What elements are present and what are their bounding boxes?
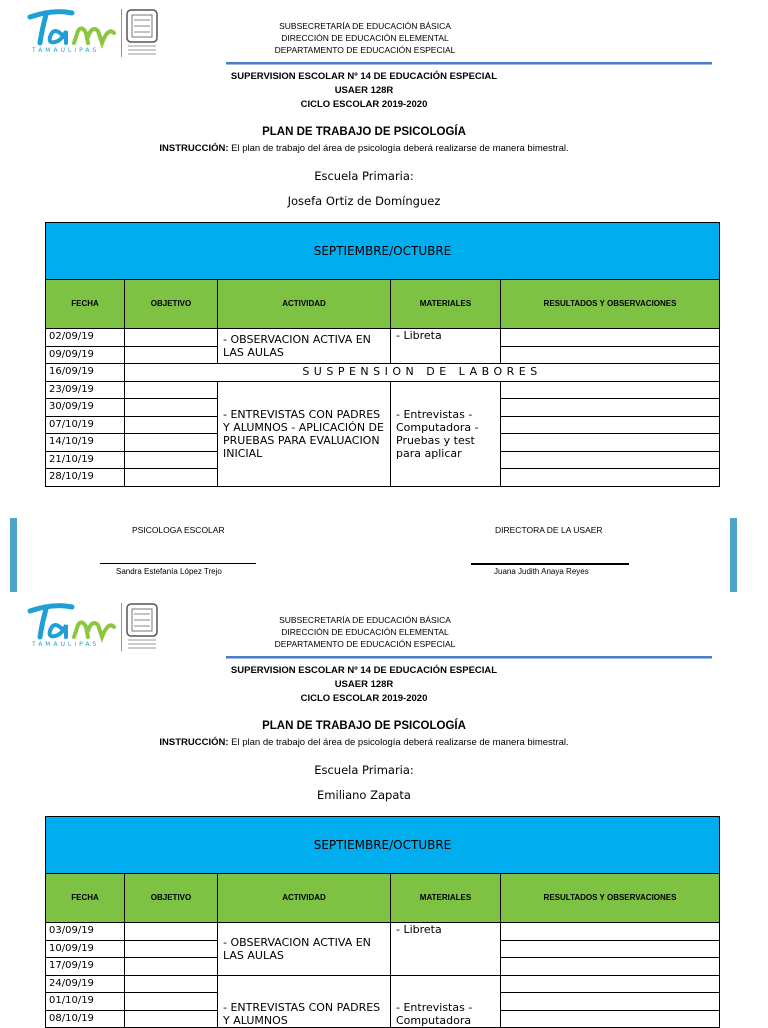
resultados-cell	[501, 940, 720, 958]
objetivo-cell	[125, 940, 218, 958]
logo-divider	[121, 9, 122, 57]
objetivo-cell	[125, 346, 218, 364]
signature-strip	[0, 516, 768, 594]
instruction-label: INSTRUCCIÓN:	[159, 143, 229, 154]
col-header-resultados: RESULTADOS Y OBSERVACIONES	[501, 874, 720, 923]
resultados-cell	[501, 975, 720, 993]
svg-text:TAMAULIPAS: TAMAULIPAS	[32, 641, 100, 647]
col-header-objetivo: OBJETIVO	[125, 280, 218, 329]
resultados-cell	[501, 993, 720, 1011]
objetivo-cell	[125, 958, 218, 976]
objetivo-cell	[125, 451, 218, 469]
signature-role-left: PSICOLOGA ESCOLAR	[132, 525, 225, 535]
state-seal-icon	[124, 602, 160, 652]
suspension-cell: SUSPENSION DE LABORES	[125, 364, 720, 382]
instruction-text: El plan de trabajo del área de psicología deberá realizarse de manera bimestral.	[228, 143, 569, 154]
school-name: Josefa Ortiz de Domínguez	[287, 194, 441, 208]
resultados-cell	[501, 434, 720, 452]
resultados-cell	[501, 958, 720, 976]
date-cell: 01/10/19	[46, 993, 125, 1011]
table-row	[46, 381, 720, 399]
materiales-cell: - Libreta	[391, 329, 501, 364]
logo-divider	[121, 603, 122, 651]
escuela-label-text: Escuela Primaria:	[314, 763, 414, 777]
date-cell: 21/10/19	[46, 451, 125, 469]
ciclo-line: CICLO ESCOLAR 2019-2020	[300, 99, 428, 110]
escuela-label-text: Escuela Primaria:	[314, 169, 414, 183]
objetivo-cell	[125, 381, 218, 399]
objetivo-cell	[125, 434, 218, 452]
usaer-line: USAER 128R	[334, 679, 394, 690]
date-cell: 30/09/19	[46, 399, 125, 417]
materiales-cell: - Entrevistas - Computadora -Pruebas y test para aplicar	[391, 381, 501, 486]
tamaulipas-logo	[24, 601, 160, 653]
resultados-cell	[501, 451, 720, 469]
objetivo-cell	[125, 416, 218, 434]
date-cell: 14/10/19	[46, 434, 125, 452]
resultados-cell	[501, 381, 720, 399]
work-plan-table	[45, 816, 720, 1028]
col-header-fecha: FECHA	[46, 280, 125, 329]
resultados-cell	[501, 416, 720, 434]
supervision-line: SUPERVISION ESCOLAR Nº 14 DE EDUCACIÓN ESPECIAL	[230, 665, 498, 676]
month-header: SEPTIEMBRE/OCTUBRE	[46, 817, 720, 874]
col-header-materiales: MATERIALES	[391, 874, 501, 923]
date-cell: 08/10/19	[46, 1010, 125, 1028]
objetivo-cell	[125, 923, 218, 941]
date-cell: 23/09/19	[46, 381, 125, 399]
tam-logo-icon	[24, 601, 124, 647]
resultados-cell	[501, 469, 720, 487]
date-cell: 03/09/19	[46, 923, 125, 941]
supervision-heading	[150, 70, 578, 112]
date-cell: 28/10/19	[46, 469, 125, 487]
actividad-cell: - OBSERVACION ACTIVA EN LAS AULAS	[218, 923, 391, 976]
header-rule-light	[226, 658, 712, 659]
objetivo-cell	[125, 329, 218, 347]
svg-text:TAMAULIPAS: TAMAULIPAS	[32, 47, 100, 53]
header-line: SUBSECRETARÍA DE EDUCACIÓN BÁSICA	[279, 21, 451, 31]
col-header-fecha: FECHA	[46, 874, 125, 923]
col-header-materiales: MATERIALES	[391, 280, 501, 329]
instruction	[60, 737, 668, 748]
resultados-cell	[501, 399, 720, 417]
ciclo-line: CICLO ESCOLAR 2019-2020	[300, 693, 428, 704]
supervision-heading	[150, 664, 578, 706]
table-row	[46, 364, 720, 382]
instruction-text: El plan de trabajo del área de psicología deberá realizarse de manera bimestral.	[228, 737, 569, 748]
header-line: DIRECCIÓN DE EDUCACIÓN ELEMENTAL	[281, 627, 449, 637]
resultados-cell	[501, 346, 720, 364]
instruction-label: INSTRUCCIÓN:	[159, 737, 229, 748]
header-rule-light	[226, 64, 712, 65]
date-cell: 17/09/19	[46, 958, 125, 976]
date-cell: 02/09/19	[46, 329, 125, 347]
col-header-resultados: RESULTADOS Y OBSERVACIONES	[501, 280, 720, 329]
table-row	[46, 329, 720, 347]
actividad-cell: - ENTREVISTAS CON PADRES Y ALUMNOS	[218, 975, 391, 1028]
signature-line-right	[471, 563, 629, 565]
table-row	[46, 923, 720, 941]
school-name: Emiliano Zapata	[317, 788, 411, 802]
tamaulipas-logo	[24, 7, 160, 59]
instruction	[60, 143, 668, 154]
actividad-cell: - ENTREVISTAS CON PADRES Y ALUMNOS - APLICACIÓN DE PRUEBAS PARA EVALUACION INICIAL	[218, 381, 391, 486]
actividad-cell: - OBSERVACION ACTIVA EN LAS AULAS	[218, 329, 391, 364]
work-plan-table	[45, 222, 720, 487]
objetivo-cell	[125, 975, 218, 993]
materiales-cell: - Entrevistas - Computadora	[391, 975, 501, 1028]
state-seal-icon	[124, 8, 160, 58]
supervision-line: SUPERVISION ESCOLAR Nº 14 DE EDUCACIÓN ESPECIAL	[230, 71, 498, 82]
escuela-label	[250, 169, 478, 183]
header-line: DIRECCIÓN DE EDUCACIÓN ELEMENTAL	[281, 33, 449, 43]
date-cell: 10/09/19	[46, 940, 125, 958]
header-institution	[260, 614, 470, 650]
month-header: SEPTIEMBRE/OCTUBRE	[46, 223, 720, 280]
resultados-cell	[501, 923, 720, 941]
table-row	[46, 975, 720, 993]
right-side-bar	[730, 518, 737, 592]
col-header-actividad: ACTIVIDAD	[218, 874, 391, 923]
objetivo-cell	[125, 1010, 218, 1028]
date-cell: 09/09/19	[46, 346, 125, 364]
header-institution	[260, 20, 470, 56]
materiales-cell: - Libreta	[391, 923, 501, 976]
document-page-2	[0, 594, 768, 1027]
header-line: SUBSECRETARÍA DE EDUCACIÓN BÁSICA	[279, 615, 451, 625]
plan-title: PLAN DE TRABAJO DE PSICOLOGÍA	[262, 126, 466, 138]
objetivo-cell	[125, 469, 218, 487]
tam-logo-icon	[24, 7, 124, 53]
resultados-cell	[501, 329, 720, 347]
objetivo-cell	[125, 399, 218, 417]
signature-line-left	[100, 563, 256, 564]
signature-role-right: DIRECTORA DE LA USAER	[495, 525, 603, 535]
objetivo-cell	[125, 993, 218, 1011]
date-cell: 24/09/19	[46, 975, 125, 993]
escuela-label	[250, 763, 478, 777]
usaer-line: USAER 128R	[334, 85, 394, 96]
resultados-cell	[501, 1010, 720, 1028]
signature-name-right: Juana Judith Anaya Reyes	[494, 567, 589, 576]
plan-title: PLAN DE TRABAJO DE PSICOLOGÍA	[262, 720, 466, 732]
date-cell: 16/09/19	[46, 364, 125, 382]
col-header-objetivo: OBJETIVO	[125, 874, 218, 923]
left-side-bar	[10, 518, 17, 592]
signature-name-left: Sandra Estefanía López Trejo	[116, 567, 222, 576]
header-line: DEPARTAMENTO DE EDUCACIÓN ESPECIAL	[274, 45, 456, 55]
col-header-actividad: ACTIVIDAD	[218, 280, 391, 329]
header-line: DEPARTAMENTO DE EDUCACIÓN ESPECIAL	[274, 639, 456, 649]
date-cell: 07/10/19	[46, 416, 125, 434]
